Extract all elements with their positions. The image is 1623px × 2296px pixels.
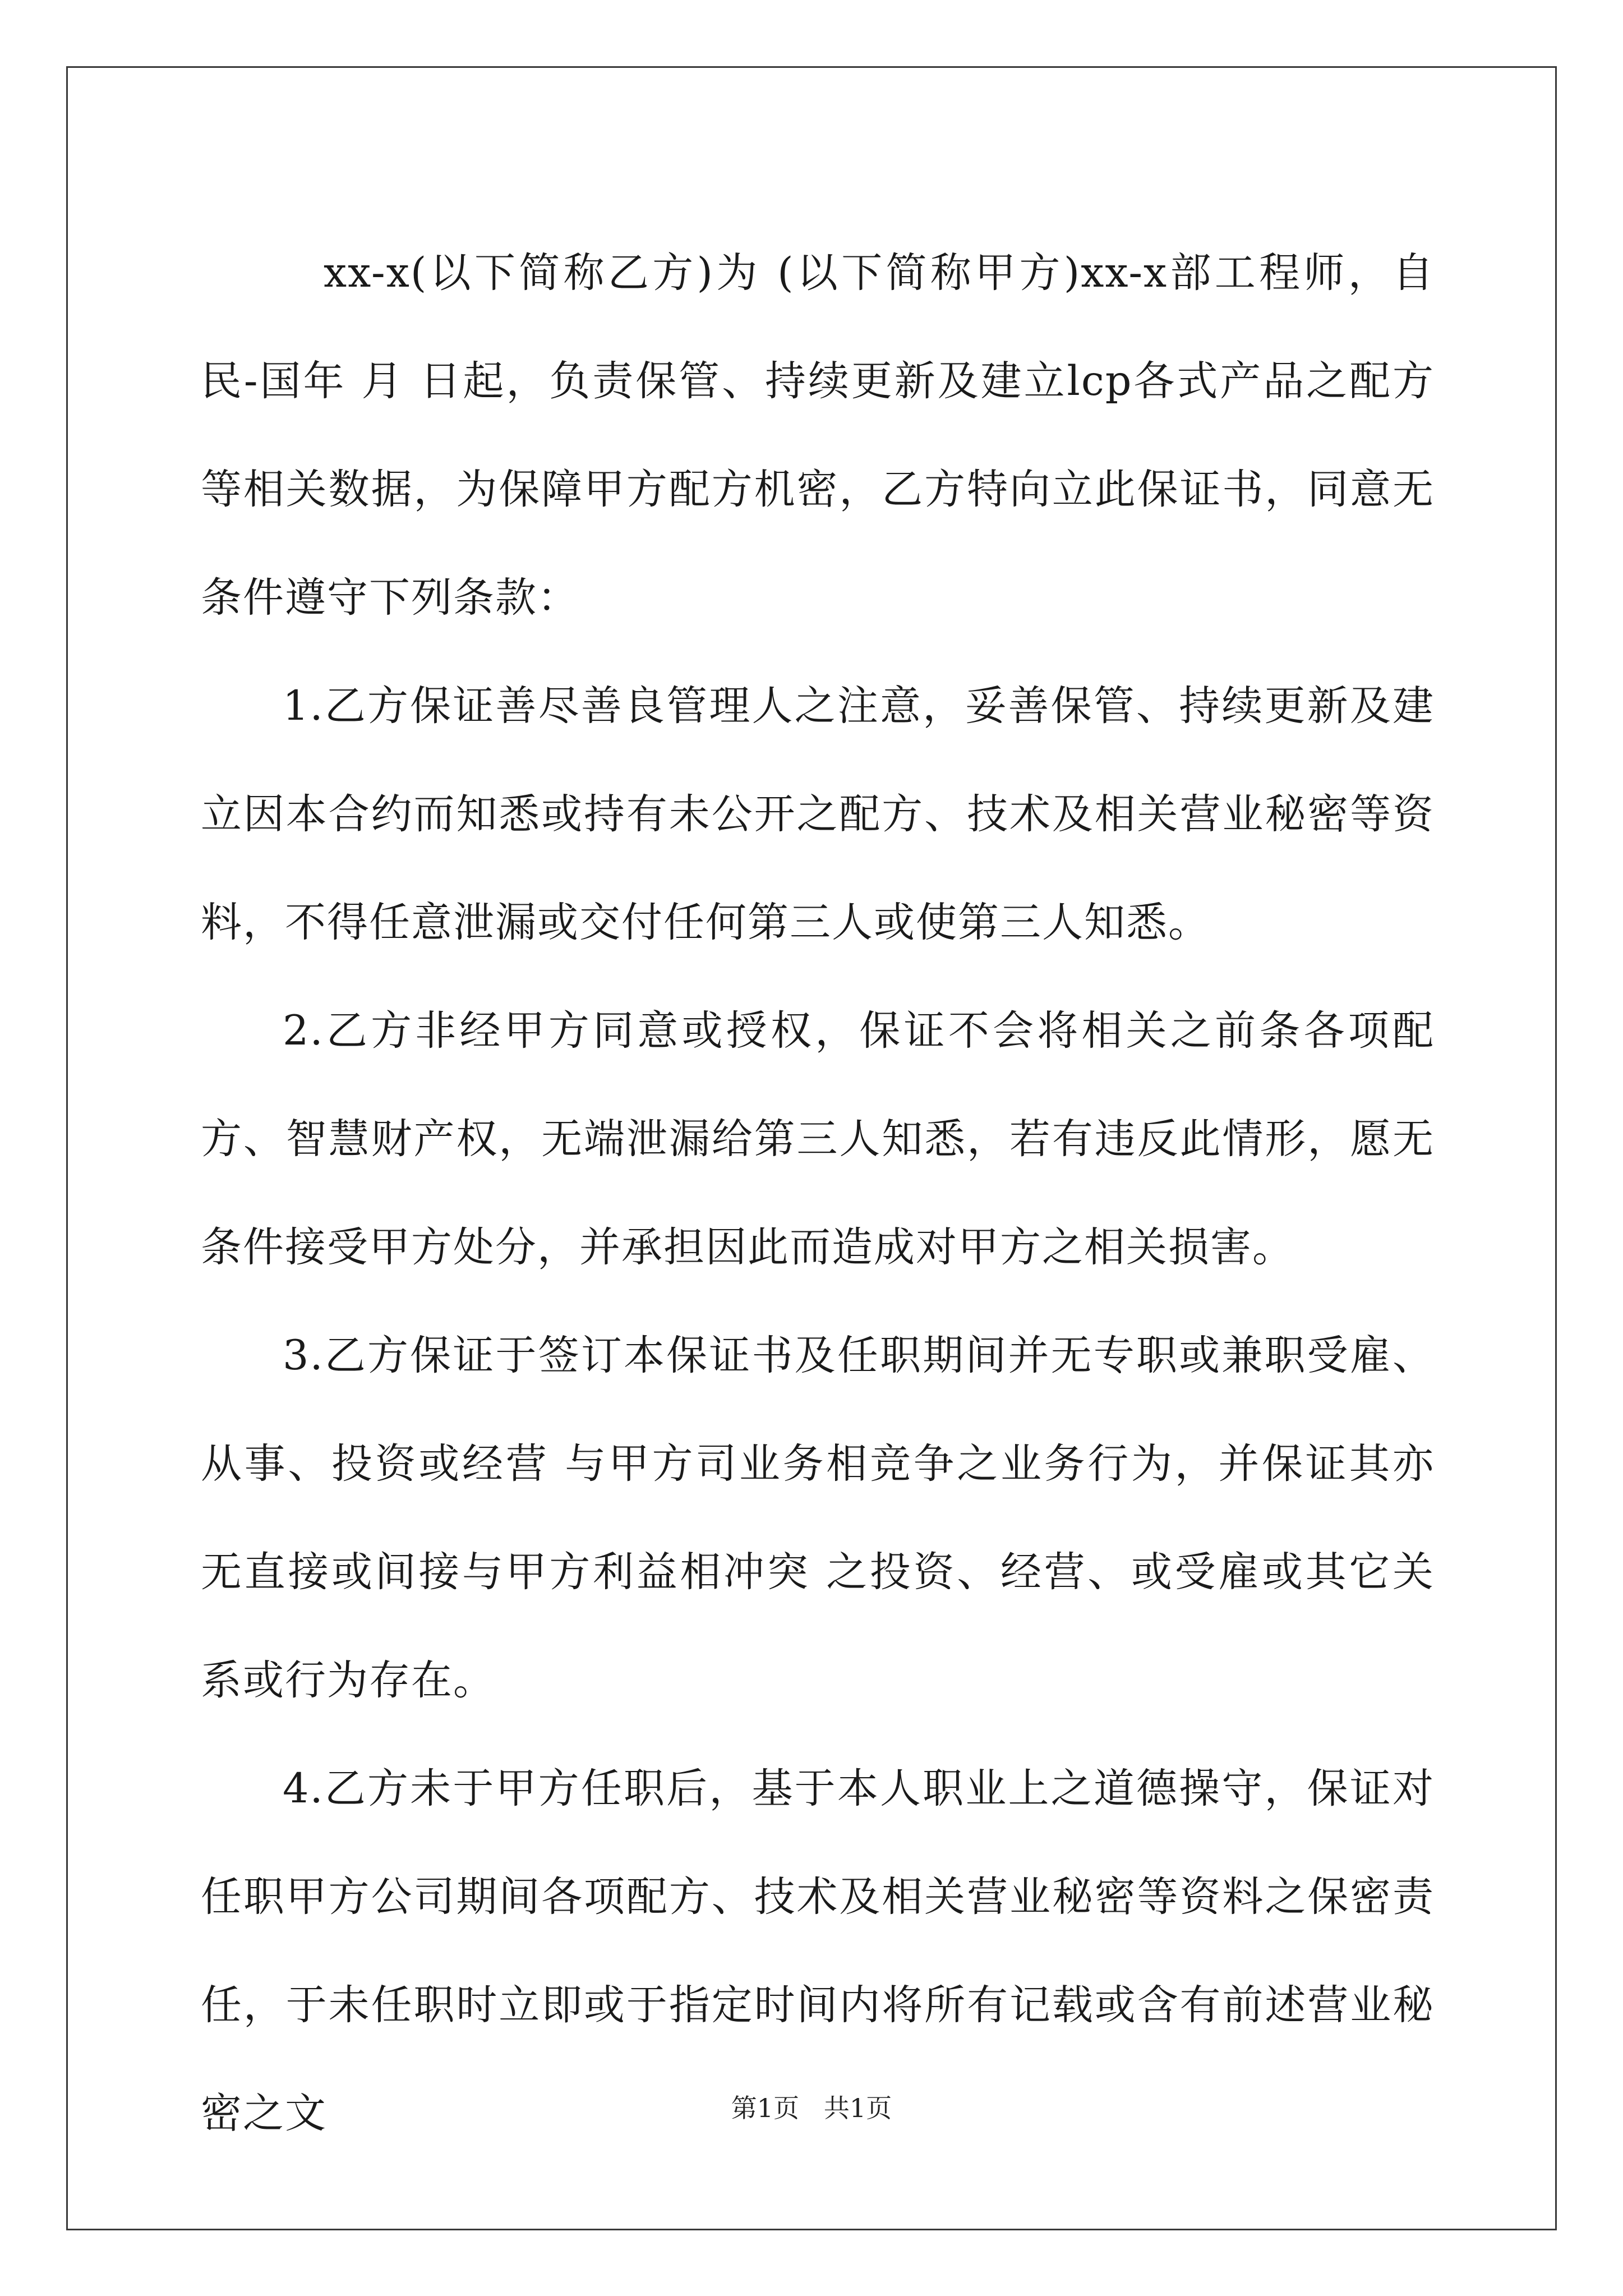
paragraph-intro: xx-x(以下简称乙方)为 (以下简称甲方)xx-x部工程师，自民-国年 月 日起，负责保管、持续更新及建立lcp各式产品之配方等相关数据，为保障甲方配方机密，乙方特向立此保证书，同意无条件遵守下列条款： [201, 249, 1435, 622]
paragraph-clause-2: 2.乙方非经甲方同意或授权，保证不会将相关之前条各项配方、智慧财产权，无端泄漏给第三人知悉，若有违反此情形，愿无条件接受甲方处分，并承担因此而造成对甲方之相关损害。 [201, 1007, 1435, 1271]
paragraph-clause-3: 3.乙方保证于签订本保证书及任职期间并无专职或兼职受雇、从事、投资或经营 与甲方司业务相竞争之业务行为，并保证其亦无直接或间接与甲方利益相冲突 之投资、经营、或受雇或其它关系或行为存在。 [201, 1332, 1435, 1704]
document-body [201, 219, 1435, 2168]
paragraph-clause-4: 4.乙方未于甲方任职后，基于本人职业上之道德操守，保证对任职甲方公司期间各项配方、技术及相关营业秘密等资料之保密责任，于未任职时立即或于指定时间内将所有记载或含有前述营业秘密之文 [201, 1765, 1435, 2137]
paragraph-clause-1: 1.乙方保证善尽善良管理人之注意，妥善保管、持续更新及建立因本合约而知悉或持有未公开之配方、技术及相关营业秘密等资料，不得任意泄漏或交付任何第三人或使第三人知悉。 [201, 682, 1435, 946]
page-number-footer: 第1页 共1页 [731, 2093, 892, 2123]
